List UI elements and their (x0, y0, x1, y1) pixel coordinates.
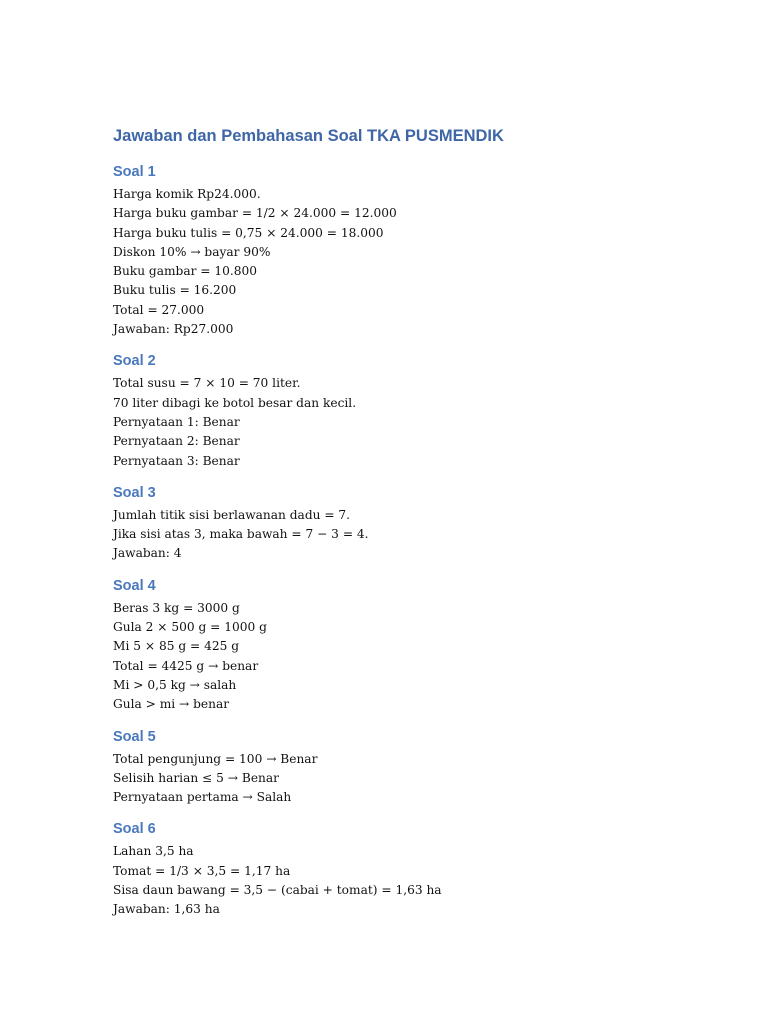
text-line: Jawaban: Rp27.000 (113, 322, 234, 337)
text-line: Lahan 3,5 ha (113, 844, 194, 859)
text-line: Pernyataan 1: Benar (113, 414, 240, 429)
text-line: Jumlah titik sisi berlawanan dadu = 7. (113, 507, 351, 522)
text-line: Diskon 10% → bayar 90% (113, 244, 271, 259)
section-soal-2 (113, 351, 733, 470)
section-soal-1 (113, 162, 733, 339)
text-line: Selisih harian ≤ 5 → Benar (113, 770, 279, 785)
text-line: Mi > 0,5 kg → salah (113, 677, 237, 692)
section-heading: Soal 2 (113, 353, 156, 370)
text-line: Gula > mi → benar (113, 697, 230, 712)
text-line: Buku gambar = 10.800 (113, 264, 258, 279)
text-line: 70 liter dibagi ke botol besar dan kecil. (113, 395, 357, 410)
text-line: Total pengunjung = 100 → Benar (113, 751, 318, 766)
text-line: Harga buku tulis = 0,75 × 24.000 = 18.000 (113, 225, 384, 240)
text-line: Buku tulis = 16.200 (113, 283, 237, 298)
text-line: Total = 27.000 (113, 302, 205, 317)
text-line: Harga buku gambar = 1/2 × 24.000 = 12.000 (113, 206, 397, 221)
text-line: Jika sisi atas 3, maka bawah = 7 − 3 = 4. (113, 527, 369, 542)
section-soal-6 (113, 819, 733, 919)
text-line: Tomat = 1/3 × 3,5 = 1,17 ha (113, 863, 291, 878)
text-line: Mi 5 × 85 g = 425 g (113, 639, 240, 654)
section-heading: Soal 6 (113, 821, 156, 838)
text-line: Jawaban: 4 (113, 546, 182, 561)
section-heading: Soal 3 (113, 484, 156, 501)
section-heading: Soal 4 (113, 577, 156, 594)
section-heading: Soal 5 (113, 728, 156, 745)
text-line: Gula 2 × 500 g = 1000 g (113, 620, 267, 635)
text-line: Jawaban: 1,63 ha (113, 902, 220, 917)
text-line: Pernyataan pertama → Salah (113, 790, 292, 805)
text-line: Harga komik Rp24.000. (113, 187, 261, 201)
text-line: Pernyataan 3: Benar (113, 453, 240, 468)
text-line: Sisa daun bawang = 3,5 − (cabai + tomat) = 1,63 ha (113, 883, 442, 898)
text-line: Beras 3 kg = 3000 g (113, 600, 240, 615)
text-line: Pernyataan 2: Benar (113, 434, 240, 449)
section-heading: Soal 1 (113, 164, 156, 180)
section-soal-3 (113, 483, 733, 564)
section-soal-5 (113, 727, 733, 808)
text-line: Total susu = 7 × 10 = 70 liter. (113, 376, 301, 391)
document-title: Jawaban dan Pembahasan Soal TKA PUSMENDIK (113, 127, 504, 145)
text-line: Total = 4425 g → benar (113, 658, 259, 673)
section-soal-4 (113, 576, 733, 715)
document-page (113, 124, 733, 932)
